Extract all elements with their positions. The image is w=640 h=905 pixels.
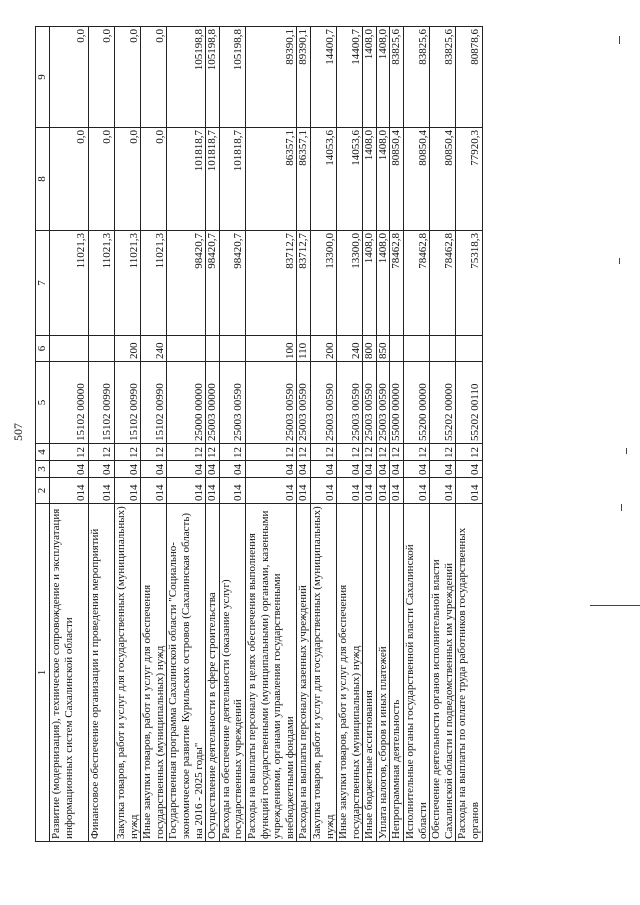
cell-c7: 98420,7 xyxy=(206,231,220,336)
cell-c2: 014 xyxy=(456,478,482,504)
cell-c7: 11021,3 xyxy=(50,231,89,336)
cell-c5: 55202 00000 xyxy=(430,362,456,444)
cell-c8: 101818,7 xyxy=(219,128,245,231)
header-cell: 1 xyxy=(36,504,50,842)
row-description: Закупка товаров, работ и услуг для государственных (муниципальных) нужд xyxy=(114,504,140,842)
cell-c9: 83825,6 xyxy=(390,27,404,128)
cell-c3: 04 xyxy=(141,461,167,478)
cell-c4: 12 xyxy=(167,444,206,461)
cell-c6: 110 xyxy=(297,336,311,362)
cell-c9: 1408,0 xyxy=(363,27,377,128)
cell-c9: 14400,7 xyxy=(310,27,336,128)
cell-c4: 12 xyxy=(390,444,404,461)
cell-c8: 80850,4 xyxy=(430,128,456,231)
cell-c7: 11021,3 xyxy=(114,231,140,336)
cell-c2: 014 xyxy=(390,478,404,504)
row-description: Расходы на выплаты персоналу казенных учреждений xyxy=(297,504,311,842)
cell-c3: 04 xyxy=(297,461,311,478)
cell-c8: 0,0 xyxy=(50,128,89,231)
row-description: Расходы на обеспечение деятельности (оказание услуг) государственных учреждений xyxy=(219,504,245,842)
table-row xyxy=(141,27,167,842)
cell-c3: 04 xyxy=(88,461,114,478)
cell-c2: 014 xyxy=(310,478,336,504)
cell-c6: 800 xyxy=(363,336,377,362)
cell-c6 xyxy=(456,336,482,362)
cell-c2: 014 xyxy=(219,478,245,504)
cell-c7: 98420,7 xyxy=(167,231,206,336)
cell-c5: 25003 00000 xyxy=(206,362,220,444)
scan-mark xyxy=(619,36,620,44)
cell-c3: 04 xyxy=(363,461,377,478)
cell-c6 xyxy=(404,336,430,362)
cell-c3: 04 xyxy=(206,461,220,478)
cell-c4: 12 xyxy=(376,444,390,461)
cell-c4: 12 xyxy=(456,444,482,461)
cell-c7: 1408,0 xyxy=(363,231,377,336)
table-row xyxy=(430,27,456,842)
cell-c8: 86357,1 xyxy=(245,128,296,231)
cell-c9: 1408,0 xyxy=(376,27,390,128)
header-cell: 3 xyxy=(36,461,50,478)
rotated-page-content xyxy=(11,22,580,842)
cell-c5: 15102 00990 xyxy=(141,362,167,444)
table-row xyxy=(219,27,245,842)
cell-c9: 83825,6 xyxy=(430,27,456,128)
cell-c4: 12 xyxy=(310,444,336,461)
cell-c6 xyxy=(430,336,456,362)
cell-c8: 14053,6 xyxy=(310,128,336,231)
table-row xyxy=(337,27,363,842)
cell-c4: 12 xyxy=(430,444,456,461)
table-row xyxy=(206,27,220,842)
cell-c4: 12 xyxy=(206,444,220,461)
cell-c3: 04 xyxy=(245,461,296,478)
table-body xyxy=(36,27,483,842)
cell-c9: 0,0 xyxy=(50,27,89,128)
cell-c7: 78462,8 xyxy=(404,231,430,336)
cell-c5: 25003 00590 xyxy=(376,362,390,444)
row-description: Иные закупки товаров, работ и услуг для обеспечения государственных (муниципальных) нужд xyxy=(337,504,363,842)
cell-c7: 11021,3 xyxy=(88,231,114,336)
row-description: Осуществление деятельности в сфере строительства xyxy=(206,504,220,842)
cell-c8: 101818,7 xyxy=(206,128,220,231)
cell-c8: 14053,6 xyxy=(337,128,363,231)
table-row xyxy=(167,27,206,842)
cell-c9: 105198,8 xyxy=(206,27,220,128)
page-number: 507 xyxy=(11,423,25,441)
table-row xyxy=(363,27,377,842)
cell-c2: 014 xyxy=(114,478,140,504)
scan-mark xyxy=(619,258,620,264)
cell-c8: 0,0 xyxy=(114,128,140,231)
header-cell: 8 xyxy=(36,128,50,231)
header-cell: 4 xyxy=(36,444,50,461)
cell-c6: 850 xyxy=(376,336,390,362)
cell-c9: 105198,8 xyxy=(167,27,206,128)
cell-c5: 55202 00110 xyxy=(456,362,482,444)
cell-c7: 83712,7 xyxy=(245,231,296,336)
cell-c4: 12 xyxy=(337,444,363,461)
header-cell: 5 xyxy=(36,362,50,444)
cell-c3: 04 xyxy=(390,461,404,478)
cell-c7: 11021,3 xyxy=(141,231,167,336)
cell-c6 xyxy=(88,336,114,362)
cell-c2: 014 xyxy=(167,478,206,504)
cell-c7: 98420,7 xyxy=(219,231,245,336)
cell-c8: 1408,0 xyxy=(376,128,390,231)
cell-c8: 101818,7 xyxy=(167,128,206,231)
cell-c5: 55000 00000 xyxy=(390,362,404,444)
cell-c9: 89390,1 xyxy=(245,27,296,128)
table-row xyxy=(114,27,140,842)
table-row xyxy=(310,27,336,842)
cell-c3: 04 xyxy=(167,461,206,478)
table-row xyxy=(404,27,430,842)
scan-mark xyxy=(621,504,622,511)
cell-c5: 25003 00590 xyxy=(297,362,311,444)
row-description: Расходы на выплаты по оплате труда работников государственных органов xyxy=(456,504,482,842)
cell-c8: 86357,1 xyxy=(297,128,311,231)
header-cell: 6 xyxy=(36,336,50,362)
cell-c4: 12 xyxy=(219,444,245,461)
cell-c4: 12 xyxy=(245,444,296,461)
cell-c8: 80850,4 xyxy=(390,128,404,231)
cell-c8: 0,0 xyxy=(88,128,114,231)
header-row xyxy=(36,27,50,842)
header-cell: 7 xyxy=(36,231,50,336)
row-description: Иные бюджетные ассигнования xyxy=(363,504,377,842)
cell-c6 xyxy=(219,336,245,362)
cell-c6: 240 xyxy=(141,336,167,362)
cell-c5: 25003 00590 xyxy=(363,362,377,444)
cell-c7: 78462,8 xyxy=(390,231,404,336)
row-description: Расходы на выплаты персоналу в целях обеспечения выполнения функций государственными (муниципальными) органами, казенными учреждениями, органами управления государственными внебюджетными фондами xyxy=(245,504,296,842)
cell-c8: 80850,4 xyxy=(404,128,430,231)
header-cell: 9 xyxy=(36,27,50,128)
cell-c3: 04 xyxy=(456,461,482,478)
cell-c3: 04 xyxy=(310,461,336,478)
table-row xyxy=(456,27,482,842)
cell-c9: 83825,6 xyxy=(404,27,430,128)
cell-c7: 83712,7 xyxy=(297,231,311,336)
cell-c5: 25003 00590 xyxy=(219,362,245,444)
row-description: Развитие (модернизация), техническое сопровождение и эксплуатация информационных систем Сахалинской области xyxy=(50,504,89,842)
cell-c7: 13300,0 xyxy=(310,231,336,336)
row-description: Финансовое обеспечение организации и проведения мероприятий xyxy=(88,504,114,842)
cell-c3: 04 xyxy=(404,461,430,478)
cell-c2: 014 xyxy=(88,478,114,504)
cell-c4: 12 xyxy=(141,444,167,461)
cell-c6 xyxy=(167,336,206,362)
cell-c9: 0,0 xyxy=(88,27,114,128)
table-row xyxy=(390,27,404,842)
row-description: Закупка товаров, работ и услуг для государственных (муниципальных) нужд xyxy=(310,504,336,842)
table-row xyxy=(245,27,296,842)
cell-c5: 25003 00590 xyxy=(337,362,363,444)
cell-c2: 014 xyxy=(297,478,311,504)
cell-c7: 1408,0 xyxy=(376,231,390,336)
cell-c2: 014 xyxy=(376,478,390,504)
cell-c3: 04 xyxy=(376,461,390,478)
cell-c8: 1408,0 xyxy=(363,128,377,231)
cell-c9: 0,0 xyxy=(141,27,167,128)
table-row xyxy=(376,27,390,842)
cell-c5: 25003 00590 xyxy=(245,362,296,444)
cell-c2: 014 xyxy=(206,478,220,504)
cell-c4: 12 xyxy=(297,444,311,461)
cell-c6: 240 xyxy=(337,336,363,362)
cell-c3: 04 xyxy=(337,461,363,478)
row-description: Исполнительные органы государственной власти Сахалинской области xyxy=(404,504,430,842)
cell-c4: 12 xyxy=(88,444,114,461)
cell-c5: 25003 00590 xyxy=(310,362,336,444)
cell-c5: 15102 00990 xyxy=(114,362,140,444)
row-description: Иные закупки товаров, работ и услуг для обеспечения государственных (муниципальных) нужд xyxy=(141,504,167,842)
cell-c6 xyxy=(390,336,404,362)
cell-c8: 0,0 xyxy=(141,128,167,231)
cell-c6: 200 xyxy=(310,336,336,362)
cell-c6: 100 xyxy=(245,336,296,362)
cell-c9: 105198,8 xyxy=(219,27,245,128)
cell-c7: 13300,0 xyxy=(337,231,363,336)
scan-mark xyxy=(626,448,627,454)
cell-c7: 78462,8 xyxy=(430,231,456,336)
cell-c8: 77920,3 xyxy=(456,128,482,231)
row-description: Государственная программа Сахалинской области "Социально-экономическое развитие Курильских островов (Сахалинская область) на 2016 - 2025 годы" xyxy=(167,504,206,842)
cell-c9: 0,0 xyxy=(114,27,140,128)
cell-c5: 15102 00000 xyxy=(50,362,89,444)
cell-c4: 12 xyxy=(363,444,377,461)
table-row xyxy=(50,27,89,842)
row-description: Уплата налогов, сборов и иных платежей xyxy=(376,504,390,842)
cell-c9: 89390,1 xyxy=(297,27,311,128)
header-cell: 2 xyxy=(36,478,50,504)
cell-c3: 04 xyxy=(50,461,89,478)
cell-c2: 014 xyxy=(141,478,167,504)
cell-c6 xyxy=(50,336,89,362)
cell-c2: 014 xyxy=(50,478,89,504)
cell-c3: 04 xyxy=(219,461,245,478)
row-description: Непрограммная деятельность xyxy=(390,504,404,842)
cell-c2: 014 xyxy=(337,478,363,504)
cell-c5: 15102 00990 xyxy=(88,362,114,444)
cell-c4: 12 xyxy=(404,444,430,461)
cell-c6 xyxy=(206,336,220,362)
cell-c5: 55200 00000 xyxy=(404,362,430,444)
budget-table xyxy=(35,26,483,842)
cell-c3: 04 xyxy=(430,461,456,478)
scan-mark xyxy=(590,605,640,606)
cell-c2: 014 xyxy=(363,478,377,504)
cell-c3: 04 xyxy=(114,461,140,478)
table-row xyxy=(297,27,311,842)
cell-c9: 14400,7 xyxy=(337,27,363,128)
cell-c6: 200 xyxy=(114,336,140,362)
cell-c9: 80878,6 xyxy=(456,27,482,128)
row-description: Обеспечение деятельности органов исполнительной власти Сахалинской области и подведомственных им учреждений xyxy=(430,504,456,842)
cell-c4: 12 xyxy=(114,444,140,461)
cell-c5: 25000 00000 xyxy=(167,362,206,444)
cell-c2: 014 xyxy=(245,478,296,504)
cell-c7: 75318,3 xyxy=(456,231,482,336)
table-row xyxy=(88,27,114,842)
cell-c2: 014 xyxy=(404,478,430,504)
cell-c4: 12 xyxy=(50,444,89,461)
cell-c2: 014 xyxy=(430,478,456,504)
